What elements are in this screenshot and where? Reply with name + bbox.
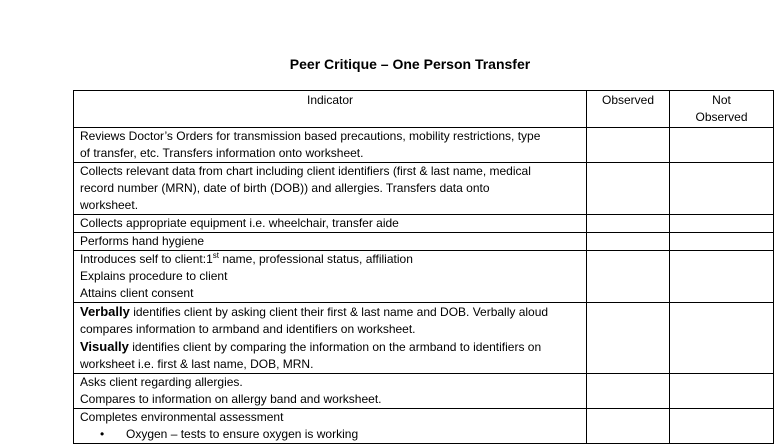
indicator-line: Attains client consent: [80, 286, 194, 300]
emphasis-visually: Visually: [80, 339, 129, 354]
bullet-text: Oxygen – tests to ensure oxygen is working: [126, 427, 359, 441]
indicator-line: Collects appropriate equipment i.e. wheelchair, transfer aide: [80, 216, 399, 230]
table-header-row: [74, 91, 774, 128]
not-observed-cell[interactable]: [670, 128, 774, 163]
indicator-line: Asks client regarding allergies.: [80, 375, 243, 389]
observed-cell[interactable]: [587, 215, 670, 233]
indicator-cell: [74, 233, 587, 251]
not-observed-cell[interactable]: [670, 251, 774, 303]
header-observed: Observed: [587, 91, 670, 128]
indicator-text: Introduces self to client:1: [80, 252, 213, 266]
indicator-line: [80, 303, 586, 321]
indicator-text: identifies client by asking client their first & last name and DOB. Verbally aloud: [129, 305, 549, 319]
indicator-line: worksheet.: [80, 198, 139, 212]
observed-cell[interactable]: [587, 374, 670, 409]
indicator-line: [80, 338, 586, 356]
table-row: [74, 233, 774, 251]
bullet-item: [80, 426, 586, 443]
indicator-cell: [74, 303, 587, 374]
observed-cell[interactable]: [587, 163, 670, 215]
not-observed-cell[interactable]: [670, 409, 774, 444]
ordinal-suffix: st: [212, 251, 219, 260]
indicator-line: Reviews Doctor’s Orders for transmission based precautions, mobility restrictions, type: [80, 129, 541, 143]
indicator-line: Compares to information on allergy band and worksheet.: [80, 392, 382, 406]
bullet-icon: •: [100, 427, 105, 441]
indicator-line: worksheet i.e. first & last name, DOB, MRN.: [80, 357, 314, 371]
table-row: [74, 215, 774, 233]
indicator-cell: [74, 409, 587, 444]
indicator-cell: [74, 374, 587, 409]
not-observed-cell[interactable]: [670, 233, 774, 251]
indicator-line: compares information to armband and identifiers on worksheet.: [80, 322, 416, 336]
indicator-line: of transfer, etc. Transfers information onto worksheet.: [80, 146, 364, 160]
observed-cell[interactable]: [587, 409, 670, 444]
observed-cell[interactable]: [587, 233, 670, 251]
table-row: [74, 128, 774, 163]
header-not-observed-line1: Not: [712, 93, 731, 107]
table-row: [74, 409, 774, 444]
not-observed-cell[interactable]: [670, 163, 774, 215]
header-not-observed-line2: Observed: [695, 110, 748, 124]
indicator-cell: [74, 251, 587, 303]
table-row: [74, 303, 774, 374]
table-row: [74, 374, 774, 409]
observed-cell[interactable]: [587, 303, 670, 374]
indicator-cell: [74, 163, 587, 215]
observed-cell[interactable]: [587, 251, 670, 303]
indicator-line: [80, 251, 586, 268]
critique-table: [73, 90, 774, 444]
indicator-cell: [74, 128, 587, 163]
document-title: Peer Critique – One Person Transfer: [289, 56, 531, 72]
indicator-line: Collects relevant data from chart including client identifiers (first & last name, medical: [80, 164, 531, 178]
header-not-observed: [670, 91, 774, 128]
not-observed-cell[interactable]: [670, 215, 774, 233]
not-observed-cell[interactable]: [670, 303, 774, 374]
indicator-line: record number (MRN), date of birth (DOB)) and allergies. Transfers data onto: [80, 181, 490, 195]
indicator-text: identifies client by comparing the information on the armband to identifiers on: [128, 340, 542, 354]
table-row: [74, 251, 774, 303]
indicator-line: Completes environmental assessment: [80, 410, 284, 424]
indicator-text: name, professional status, affiliation: [218, 252, 413, 266]
observed-cell[interactable]: [587, 128, 670, 163]
indicator-line: Performs hand hygiene: [80, 234, 205, 248]
table-row: [74, 163, 774, 215]
indicator-line: Explains procedure to client: [80, 269, 228, 283]
emphasis-verbally: Verbally: [80, 304, 130, 319]
header-indicator: Indicator: [74, 91, 587, 128]
not-observed-cell[interactable]: [670, 374, 774, 409]
indicator-cell: [74, 215, 587, 233]
